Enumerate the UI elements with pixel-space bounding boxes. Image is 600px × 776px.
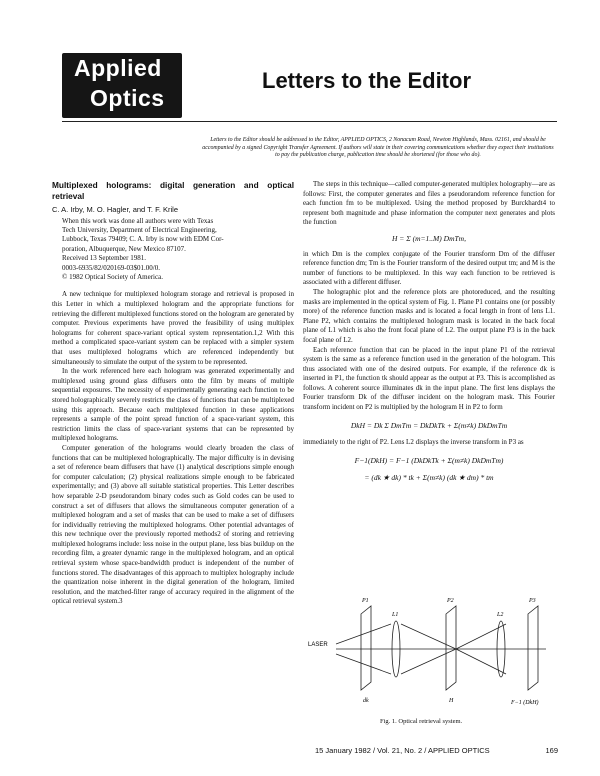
- doi-code: 0003-6935/82/020169-03$01.00/0.: [62, 263, 160, 272]
- p2-label: P2: [447, 598, 454, 604]
- l2-label: L2: [497, 612, 504, 618]
- body-paragraph: In the work referenced here each hologram was generated experimentally and multiplexed using ground glass diffusers onto the film by means of multiple sequential exposures. The necessity of experimentally generating each function to be stored holographically severely restricts the class of functions that can be multiplexed using this approach. Because each multiplexed function in these applications represents a sample of the point spread function of a space-variant system, this restriction limits the class of space-variant systems that can be represented by multiplexed holograms.: [52, 367, 294, 443]
- input-dk-label: dk: [363, 698, 369, 704]
- output-label: F−1 (DkH): [511, 700, 539, 706]
- copyright: © 1982 Optical Society of America.: [62, 273, 163, 282]
- figure-optical-system: [306, 554, 556, 714]
- header-rule: [62, 121, 557, 122]
- logo-line2: Optics: [90, 85, 165, 111]
- p1-label: P1: [362, 598, 369, 604]
- article-title: Multiplexed holograms: digital generation and optical retrieval: [52, 180, 294, 201]
- equation-3b: = (dk ★ dk) * tk + Σ(m≠k) (dk ★ dm) * tm: [364, 473, 494, 483]
- plane-p1: [361, 606, 371, 690]
- body-paragraph: in which Dm is the complex conjugate of the Fourier transform Dm of the diffuser reference function dm; Tm is the Fourier transform of the desired output tm; and M is the number of functions to be multiplexed. In this way each function to be retrieved is associated with a different diffuser.: [303, 249, 555, 287]
- plane-p3: [528, 606, 538, 690]
- received-date: Received 13 September 1981.: [62, 254, 146, 263]
- p3-label: P3: [529, 598, 536, 604]
- figure-caption: Fig. 1. Optical retrieval system.: [380, 718, 463, 725]
- page-footer: [315, 746, 558, 755]
- body-paragraph: Computer generation of the holograms would clearly broaden the class of functions that can be multiplexed holographically. The major difficulty is in devising a set of reference beam diffusers that have (1) analytical descriptions simple enough for computer calculation; (2) physical realizations simple enough to be fabricated experimentally; and (3) above all suitable statistical properties. This Letter describes how separable 2-D pseudorandom binary codes such as Gold codes can be used to construct a set of diffusers that allows the simultaneous computer generation of a multiplexed hologram and a set of masks that can be used to make a set of diffusers for individually retrieving the multiplexed holograms. Other potential advantages of this new technique over the previously reported methods2 of storing and retrieving multiplexed holograms include: less noise in the output plane, less bias buildup on the recording film, a greater dynamic range in the multiplexed hologram, and an optical retrieval system whose space-bandwidth product is independent of the number of functions stored. The disadvantages of this approach to multiplex holography include the quantization noise inherent in the digital generation of the hologram, limited resolution, and the matched-filter range of accuracy required in the alignment of the optical retrieval system.3: [52, 443, 294, 606]
- logo-line1: Applied: [74, 55, 162, 81]
- body-paragraph: The holographic plot and the reference plots are photoreduced, and the resulting masks are implemented in the optical system of Fig. 1. Plane P1 contains one (or possibly more) of the reference function masks and is located a focal length in front of lens L1. Plane P2, which contains the multiplexed hologram mask is located in the back focal plane of L1 which is also the front focal plane of L2. The output plane P3 is in the back focal plane of L2.: [303, 287, 555, 344]
- left-column: [52, 180, 294, 607]
- ray-converge-upper: [401, 624, 456, 649]
- equation-2: DkH = Dk Σ DmTm = DkDkTk + Σ(m≠k) DkDmTm: [350, 420, 508, 430]
- section-title: Letters to the Editor: [262, 68, 472, 93]
- affiliation-line: When this work was done all authors were with Texas: [62, 216, 214, 225]
- ray-upper: [336, 624, 391, 644]
- hologram-h-label: H: [449, 698, 454, 704]
- equation-3a: F−1(DkH) = F−1 (DkDkTk + Σ(m≠k) DkDmTm): [354, 455, 504, 465]
- affiliation-line: Lubbock, Texas 79409; C. A. Irby is now with EDM Cor-: [62, 235, 224, 244]
- article-affiliation: [52, 217, 294, 283]
- journal-logo: [62, 53, 182, 118]
- body-paragraph: immediately to the right of P2. Lens L2 displays the inverse transform in P3 as: [303, 438, 524, 447]
- l1-label: L1: [392, 612, 399, 618]
- article-authors: C. A. Irby, M. O. Hagler, and T. F. Krile: [52, 205, 179, 214]
- right-column: [303, 180, 555, 489]
- footer-citation: 15 January 1982 / Vol. 21, No. 2 / APPLIED OPTICS: [315, 746, 490, 755]
- body-paragraph: The steps in this technique—called computer-generated multiplex holography—are as follows: First, the computer generates and files a pseudorandom reference function for each function fm to be multiplexed. Using the method proposed by Burckhardt4 to represent both magnitude and phase information the computer next generates and plots the function: [303, 180, 555, 227]
- affiliation-line: Tech University, Department of Electrical Engineering,: [62, 226, 217, 234]
- editor-note: Letters to the Editor should be addressed to the Editor, APPLIED OPTICS, 2 Nonacum Road, Newton Highlands, Mass. 02161, and should be accompanied by a signed Copyright Transfer Agreement. If authors will state in their covering communications whether they expect their institutions to pay the publication charge, publication time should be shortened (for those who do).: [202, 137, 554, 158]
- ray-lower: [336, 654, 391, 674]
- equation-1: H = Σ (m=1..M) DmTm,: [392, 233, 466, 243]
- body-paragraph: Each reference function that can be placed in the input plane P1 of the retrieval system is the same as a reference function used in the generation of the hologram. This thus associated with one of the desired outputs. For example, if the reference dk is inserted in P1, the function tk should appear as the output at P3. This is accomplished as follows. A coherent source illuminates dk in the input plane. The first lens displays the Fourier transform Dk of the diffuser incident on the hologram mask. This Fourier transform incident on P2 is multiplied by the hologram H in P2 to form: [303, 345, 555, 412]
- body-paragraph: A new technique for multiplexed hologram storage and retrieval is proposed in this Letter in which a multiplexed hologram and the appropriate functions for retrieving the different multiplexed functions stored on the hologram are generated by computer. Previous experiments have proved the feasibility of using multiplex holograms for coherent space-variant optical system representation.1,2 With this method a complicated space-variant system can be replaced with a simpler system that uses multiplexed holograms which are referenced independently but simultaneously to simulate the output of the system to be represented.: [52, 290, 294, 366]
- affiliation-line: poration, Albuquerque, New Mexico 87107.: [62, 244, 186, 253]
- page-number: 169: [545, 746, 558, 755]
- laser-label: LASER: [308, 642, 328, 648]
- ray-converge-lower: [401, 649, 456, 674]
